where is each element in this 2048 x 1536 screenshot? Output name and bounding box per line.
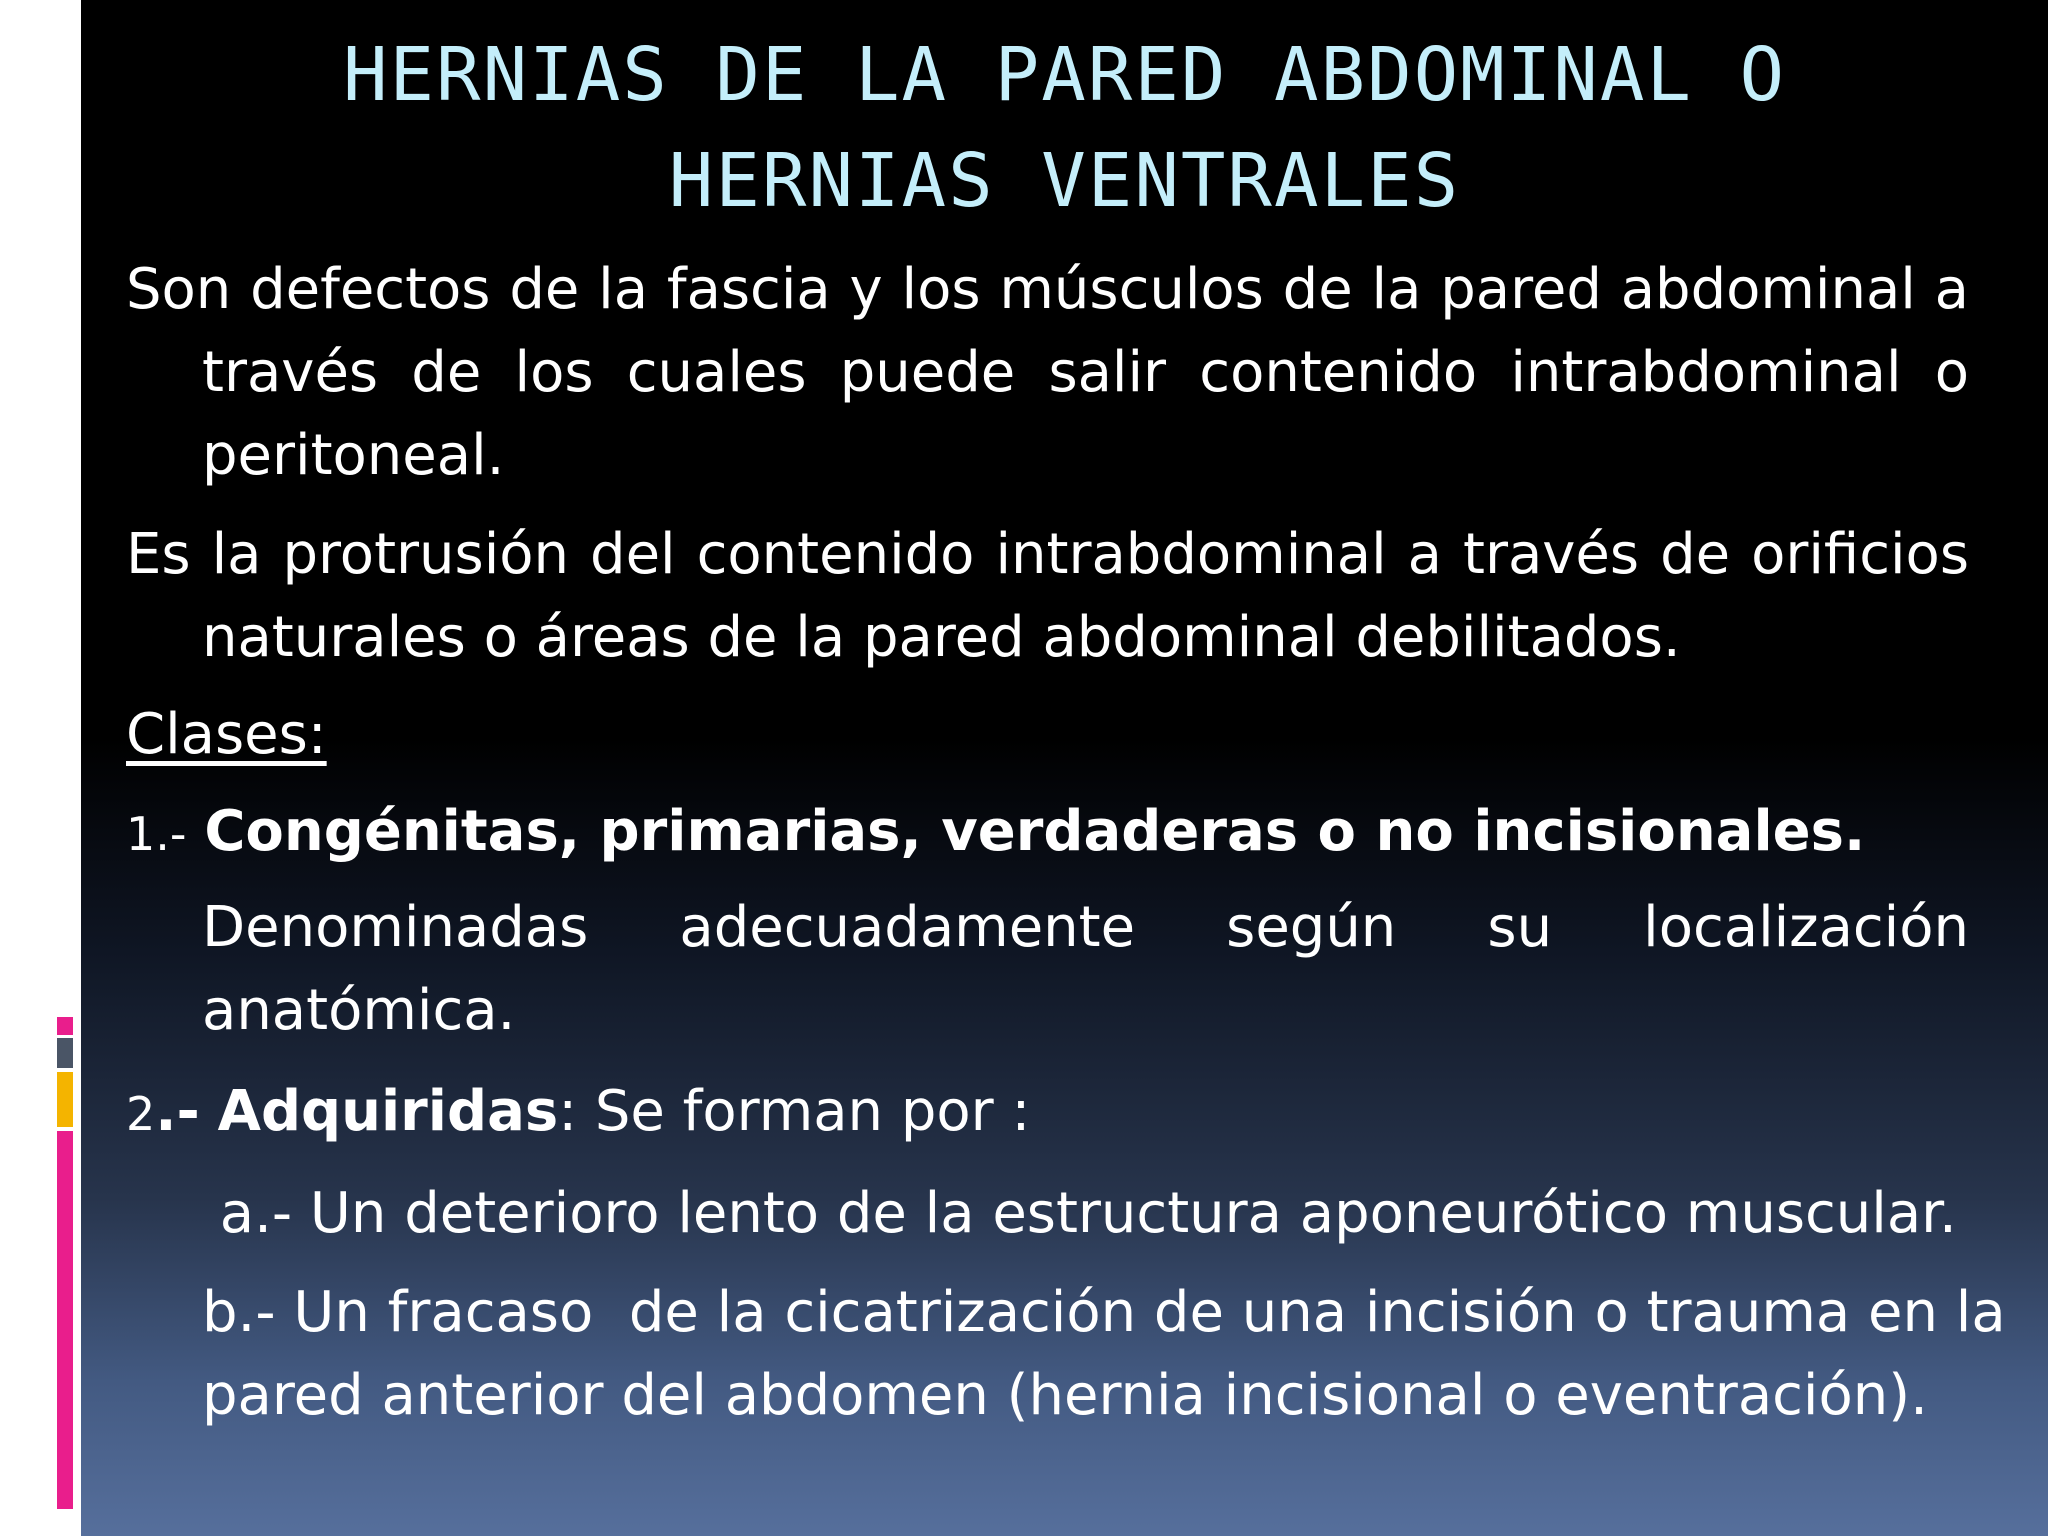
title-line-1: HERNIAS DE LA PARED ABDOMINAL O (342, 32, 1787, 118)
item-1-description-line2: anatómica. (202, 978, 516, 1043)
item-2-number-suffix: .- (155, 1079, 200, 1144)
item-2 (126, 1070, 1969, 1156)
definition-paragraph: Son defectos de la fascia y los músculos de la pared abdominal a través de los cuales puede salir contenido intrabdominal o peritoneal. (126, 257, 1969, 488)
item-1-description-line1 (202, 886, 1969, 969)
item-2-after: : Se forman por : (558, 1079, 1031, 1144)
orange-stripe (57, 1072, 73, 1127)
desc-word-2: adecuadamente (679, 895, 1136, 960)
title-line-2: HERNIAS VENTRALES (668, 138, 1461, 224)
protrusion-paragraph: Es la protrusión del contenido intrabdominal a través de orificios naturales o áreas de la pared abdominal debilitados. (126, 522, 1969, 670)
desc-word-1: Denominadas (202, 895, 589, 960)
clases-heading: Clases: (126, 702, 327, 767)
item-2-number: 2 (126, 1087, 156, 1141)
gray-stripe (57, 1038, 73, 1068)
item-2-sub-a: a.- Un deterioro lento de la estructura aponeurótico muscular. (202, 1181, 1957, 1246)
item-2-sub-b-line2: pared anterior del abdomen (hernia incisional o eventración). (202, 1363, 1928, 1428)
top-left-bars-decoration (48, 0, 81, 236)
item-2-sub-b (126, 1271, 2006, 1437)
pink-stripe-long (57, 1131, 73, 1509)
item-2-heading: Adquiridas (217, 1079, 559, 1144)
desc-word-3: según (1226, 895, 1397, 960)
desc-word-4: su (1487, 895, 1553, 960)
pink-stripe-top (57, 1017, 73, 1035)
slide-title (81, 22, 2048, 234)
desc-word-5: localización (1643, 895, 1969, 960)
item-1-number: 1.- (126, 807, 187, 861)
slide-body (126, 248, 2006, 1437)
item-1 (126, 790, 1969, 876)
item-1-heading: Congénitas, primarias, verdaderas o no incisionales. (204, 799, 1866, 864)
item-1-description (126, 886, 1969, 1052)
item-2-sub-b-line1: b.- Un fracaso de la cicatrización de una incisión o trauma en la (202, 1280, 2006, 1345)
